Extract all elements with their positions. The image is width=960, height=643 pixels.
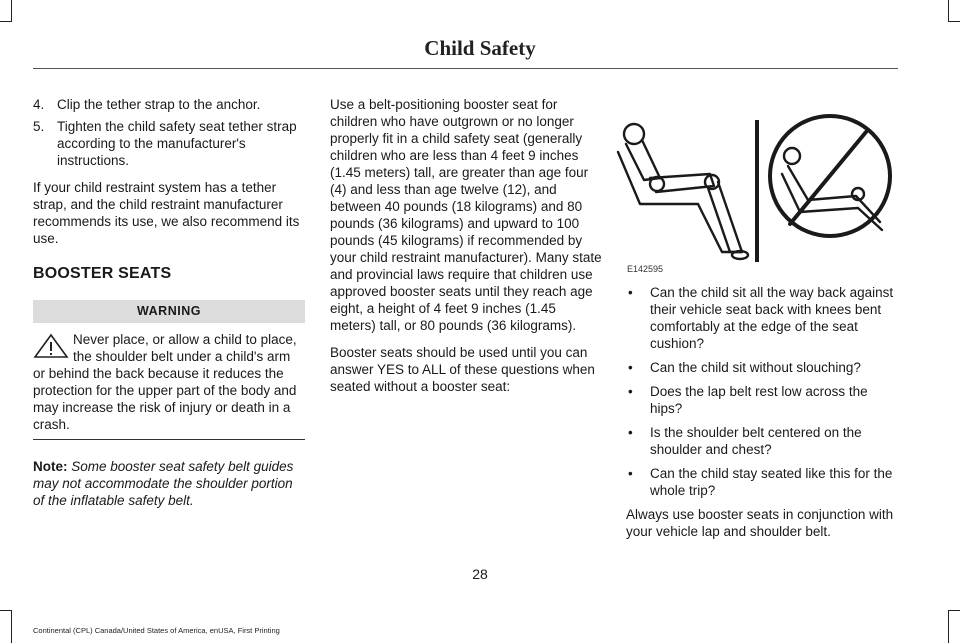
tether-paragraph: If your child restraint system has a tether strap, and the child restraint manufacturer recommends its use, we also recommend its use. — [33, 180, 300, 246]
note-label: Note: — [33, 459, 68, 474]
list-item — [626, 465, 898, 499]
step-number: 5. — [33, 119, 45, 134]
title-divider — [33, 68, 898, 69]
crop-mark-top-left-h — [0, 21, 12, 22]
section-heading: BOOSTER SEATS — [33, 265, 172, 282]
step-item — [33, 96, 305, 113]
slouched-child-head — [784, 148, 800, 164]
crop-mark-bottom-right-h — [948, 610, 960, 611]
booster-seat-illustration — [612, 112, 902, 262]
list-item — [626, 359, 898, 376]
child-torso — [626, 140, 660, 180]
step-text: Clip the tether strap to the anchor. — [57, 97, 261, 112]
page-number: 28 — [472, 566, 488, 582]
step-number: 4. — [33, 97, 45, 112]
crop-mark-bottom-left-v — [11, 610, 12, 643]
right-column — [626, 284, 898, 550]
closing-paragraph: Always use booster seats in conjunction with your vehicle lap and shoulder belt. — [626, 507, 894, 539]
list-item-text: Can the child sit without slouching? — [650, 360, 861, 375]
note — [33, 458, 305, 509]
questions-intro: Booster seats should be used until you can answer YES to ALL of these questions when seated without a booster seat: — [330, 345, 595, 394]
warning-box — [33, 331, 305, 440]
list-item-text: Can the child sit all the way back against their vehicle seat back with knees bent comfortably at the edge of the seat cushion? — [650, 285, 894, 351]
crop-mark-top-left-v — [11, 0, 12, 22]
figure-id: E142595 — [627, 264, 664, 274]
list-item — [626, 284, 898, 352]
middle-column — [330, 96, 602, 405]
list-item — [626, 424, 898, 458]
child-head — [624, 124, 644, 144]
note-text: Some booster seat safety belt guides may not accommodate the shoulder portion of the inflatable safety belt. — [33, 459, 294, 508]
step-list — [33, 96, 305, 169]
bullet: • — [628, 384, 633, 399]
slouched-child-body — [788, 166, 880, 222]
left-column — [33, 96, 305, 509]
child-leg — [708, 182, 742, 252]
page-title: Child Safety — [424, 36, 536, 60]
warning-triangle-icon — [33, 333, 69, 359]
list-item — [626, 383, 898, 417]
child-foot — [732, 251, 748, 259]
list-item-text: Is the shoulder belt centered on the shoulder and chest? — [650, 425, 862, 457]
crop-mark-bottom-left-h — [0, 610, 12, 611]
list-item-text: Does the lap belt rest low across the hips? — [650, 384, 868, 416]
crop-mark-top-right-h — [948, 21, 960, 22]
booster-paragraph: Use a belt-positioning booster seat for children who have outgrown or no longer properly fit in a child safety seat (generally children who are less than 4 feet 9 inches (1.45 meters) tall, are greater than age four (4) and less than age twelve (12), and between 40 pounds (18 kilograms) and 80 pounds (36 kilograms) and upward to 100 pounds (45 kilograms) if recommended by your child restraint manufacturer). Many state and provincial laws require that children use approved booster seats until they reach age eight, a height of 4 feet 9 inches (1.45 meters) tall, or 80 pounds (36 kilograms). — [330, 97, 602, 333]
warning-text: Never place, or allow a child to place, the shoulder belt under a child's arm or behind the back because it reduces the protection for the upper part of the body and may increase the risk of injury or death in a crash. — [33, 332, 297, 432]
crop-mark-top-right-v — [948, 0, 949, 22]
bullet: • — [628, 360, 633, 375]
bullet: • — [628, 466, 633, 481]
list-item-text: Can the child stay seated like this for the whole trip? — [650, 466, 893, 498]
crop-mark-bottom-right-v — [948, 610, 949, 643]
printing-info: Continental (CPL) Canada/United States of America, enUSA, First Printing — [33, 626, 280, 635]
step-text: Tighten the child safety seat tether strap according to the manufacturer's instructions. — [57, 119, 297, 168]
warning-label: WARNING — [33, 300, 305, 323]
bullet: • — [628, 285, 633, 300]
step-item — [33, 118, 305, 169]
question-list — [626, 284, 898, 499]
bullet: • — [628, 425, 633, 440]
